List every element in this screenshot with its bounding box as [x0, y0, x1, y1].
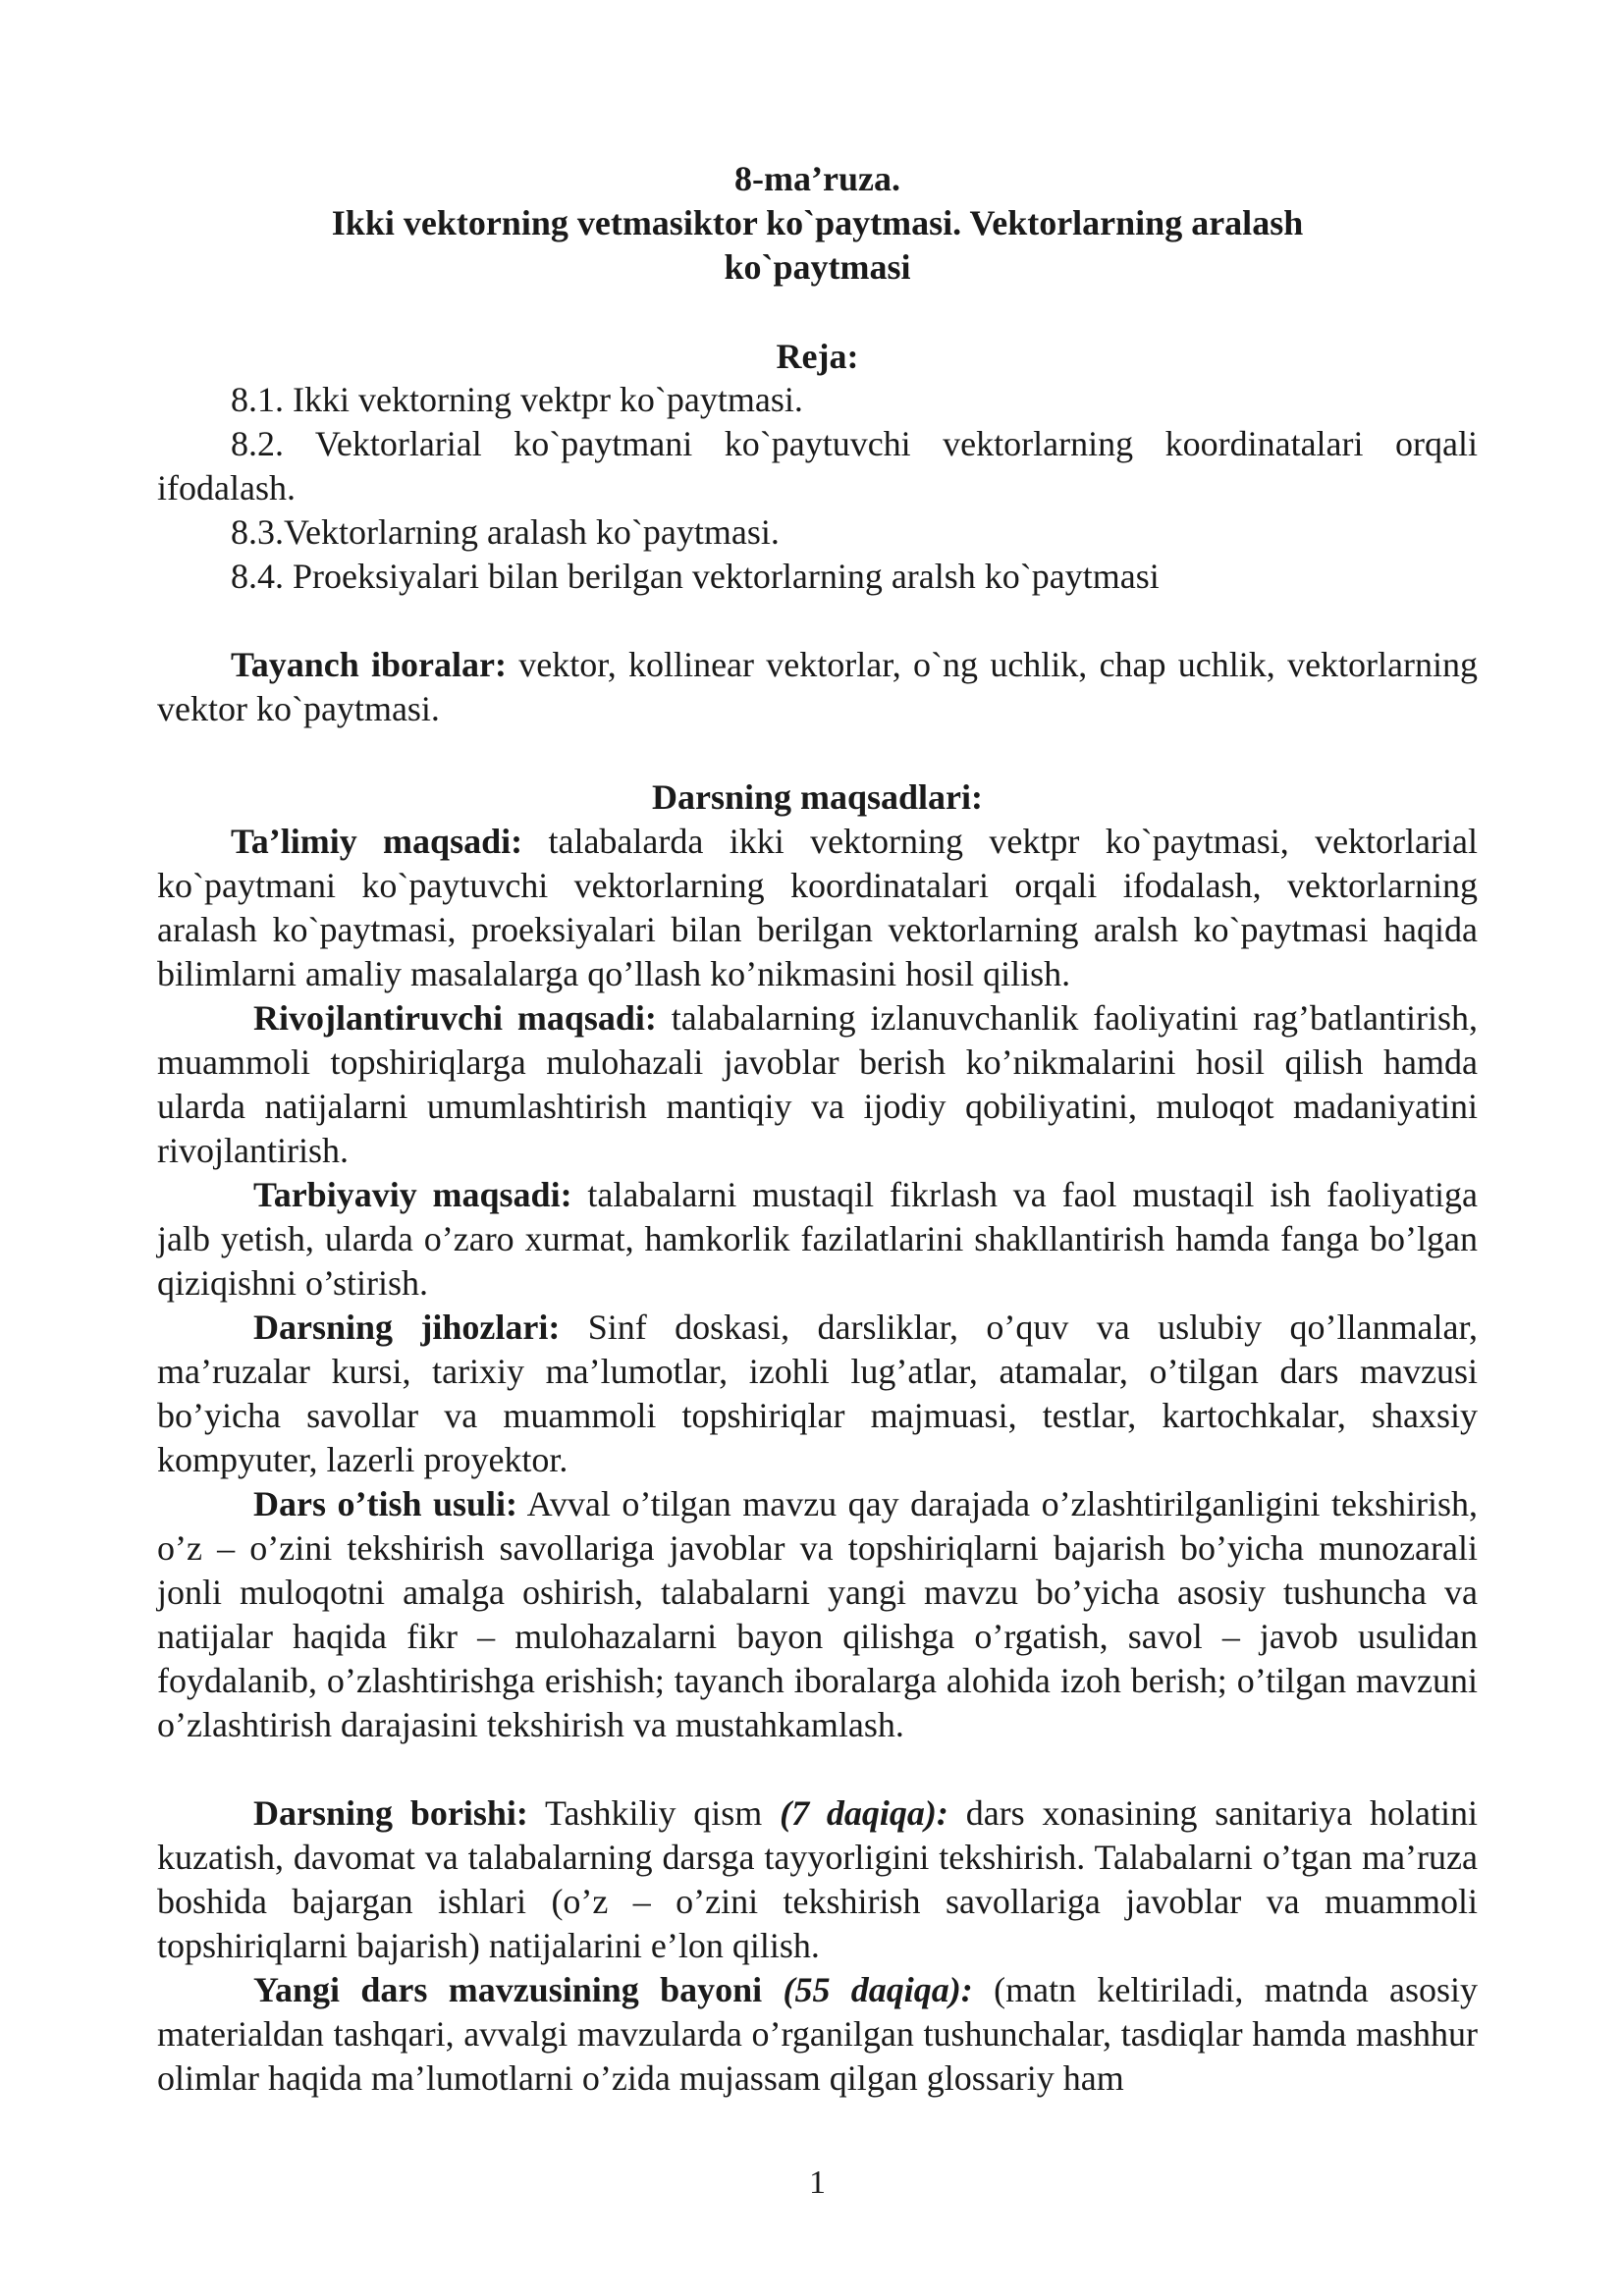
goals-heading: Darsning maqsadlari: [651, 777, 984, 817]
progress-time: (7 daqiqa): [780, 1793, 948, 1833]
developmental-goal-label: Rivojlantiruvchi maqsadi: [253, 998, 657, 1038]
educational-goal-text: talabalarda ikki vektorning vektpr ko`paytmasi, vektorlarial ko`paytmani ko`paytuvchi vektorlarning koordinatalari orqali ifodalash, vektorlarning aralash ko`paytmasi, proeksiyalari bilan berilgan vektorlarning aralsh ko`paytmasi haqida bilimlarni amaliy masalalarga qo’llash ko’nikmasini hosil qilish. [157, 822, 1478, 993]
educational-goal [157, 820, 1478, 996]
keywords-paragraph [157, 643, 1478, 731]
plan-heading: Reja: [776, 337, 859, 376]
equipment-paragraph [157, 1306, 1478, 1482]
lecture-title-line1: Ikki vektorning vetmasiktor ko`paytmasi. Vektorlarning aralash [331, 203, 1304, 242]
upbringing-goal-text: talabalarni mustaqil fikrlash va faol mustaqil ish faoliyatiga jalb yetish, ularda o’zaro xurmat, hamkorlik fazilatlarini shakllantirish hamda fanga bo’lgan qiziqishni o’stirish. [157, 1175, 1478, 1303]
new-topic-label: Yangi dars mavzusining bayoni [253, 1970, 763, 2009]
plan-item-1: 8.1. Ikki vektorning vektpr ko`paytmasi. [231, 380, 803, 419]
upbringing-goal-label: Tarbiyaviy maqsadi: [253, 1175, 572, 1214]
new-topic-time: (55 daqiqa): [783, 1970, 973, 2009]
lecture-title-line2: ko`paytmasi [724, 247, 911, 287]
plan-item-4: 8.4. Proeksiyalari bilan berilgan vektorlarning aralsh ko`paytmasi [231, 557, 1160, 596]
document-page [157, 0, 1478, 2296]
lecture-number: 8-ma’ruza. [734, 159, 900, 198]
progress-text-2: dars xonasining sanitariya holatini kuzatish, davomat va talabalarning darsga tayyorligini tekshirish. Talabalarni o’tgan ma’ruza boshida bajargan ishlari (o’z – o’zini tekshirish savollariga javoblar va muammoli topshiriqlarni bajarish) natijalarini e’lon qilish. [157, 1793, 1478, 1965]
method-label: Dars o’tish usuli: [253, 1484, 518, 1523]
new-topic-paragraph [157, 1968, 1478, 2101]
equipment-label: Darsning jihozlari: [253, 1308, 561, 1347]
plan-item-2: 8.2. Vektorlarial ko`paytmani ko`paytuvchi vektorlarning koordinatalari orqali ifodalash. [157, 424, 1478, 507]
plan-item-3: 8.3.Vektorlarning aralash ko`paytmasi. [231, 512, 780, 552]
method-paragraph [157, 1482, 1478, 1747]
progress-label: Darsning borishi: [253, 1793, 528, 1833]
educational-goal-label: Ta’limiy maqsadi: [231, 822, 523, 861]
keywords-label: Tayanch iboralar: [231, 645, 507, 684]
page-number: 1 [809, 2164, 826, 2201]
upbringing-goal [157, 1173, 1478, 1306]
new-topic-text: (matn keltiriladi, matnda asosiy materialdan tashqari, avvalgi mavzularda o’rganilgan tushunchalar, tasdiqlar hamda mashhur olimlar haqida ma’lumotlarni o’zida mujassam qilgan glossariy ham [157, 1970, 1479, 2098]
progress-text-1: Tashkiliy qism [527, 1793, 781, 1833]
progress-paragraph [157, 1791, 1478, 1968]
developmental-goal [157, 996, 1478, 1173]
method-text: Avval o’tilgan mavzu qay darajada o’zlashtirilganligini tekshirish, o’z – o’zini tekshirish savollariga javoblar va topshiriqlarni bajarish bo’yicha munozarali jonli muloqotni amalga oshirish, talabalarni yangi mavzu bo’yicha asosiy tushuncha va natijalar haqida fikr – mulohazalarni bayon qilishga o’rgatish, savol – javob usulidan foydalanib, o’zlashtirishga erishish; tayanch iboralarga alohida izoh berish; o’tilgan mavzuni o’zlashtirish darajasini tekshirish va mustahkamlash. [157, 1484, 1479, 1744]
keywords-text: vektor, kollinear vektorlar, o`ng uchlik, chap uchlik, vektorlarning vektor ko`paytmasi. [157, 645, 1479, 728]
equipment-text: Sinf doskasi, darsliklar, o’quv va uslubiy qo’llanmalar, ma’ruzalar kursi, tarixiy ma’lumotlar, izohli lug’atlar, atamalar, o’tilgan dars mavzusi bo’yicha savollar va muammoli topshiriqlar majmuasi, testlar, kartochkalar, shaxsiy kompyuter, lazerli proyektor. [157, 1308, 1478, 1479]
developmental-goal-text: talabalarning izlanuvchanlik faoliyatini rag’batlantirish, muammoli topshiriqlarga mulohazali javoblar berish ko’nikmalarini hosil qilish hamda ularda natijalarni umumlashtirish mantiqiy va ijodiy qobiliyatini, muloqot madaniyatini rivojlantirish. [157, 998, 1478, 1170]
